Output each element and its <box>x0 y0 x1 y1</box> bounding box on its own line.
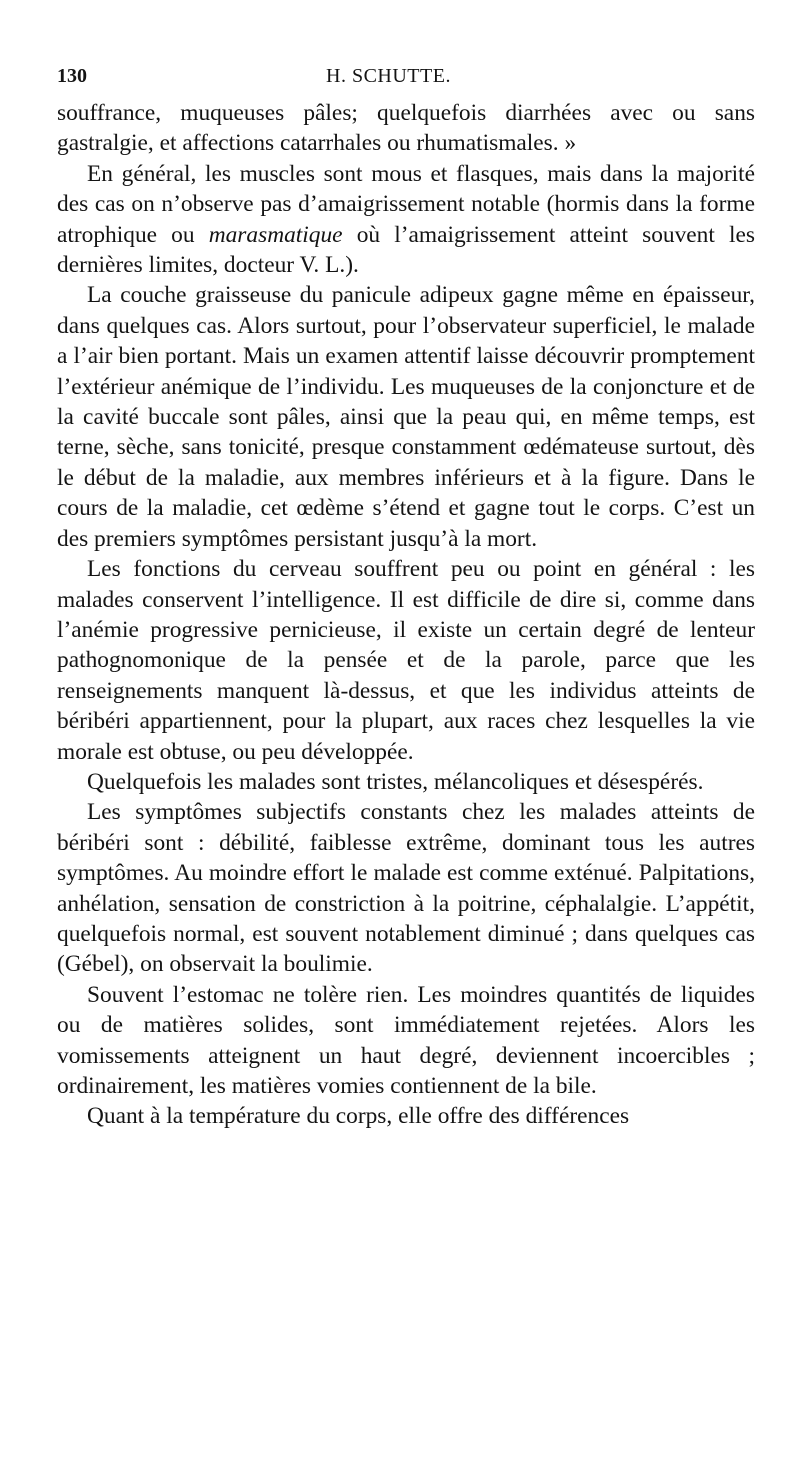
paragraph-muqueuses <box>57 98 755 159</box>
paragraph-couche-graisseuse <box>57 280 755 554</box>
paragraph-text: En général, les muscles sont mous et flasques, mais dans la majorité des cas on n’observe pas d’amaigrissement notable (hormis dans la forme atrophique ou <box>57 160 755 248</box>
italic-term: marasmatique <box>208 221 343 248</box>
paragraph-text: Quelquefois les malades sont tristes, mélancoliques et désespérés. <box>87 768 704 795</box>
paragraph-text: Souvent l’estomac ne tolère rien. Les moindres quantités de liquides ou de matières solides, sont immédiatement rejetées. Alors les vomissements atteignent un haut degré, deviennent incoercibles ; ordinairement, les matières vomies contiennent de la bile. <box>57 981 755 1099</box>
paragraph-fonctions-cerveau <box>57 554 755 767</box>
paragraph-text: Les symptômes subjectifs constants chez les malades atteints de béribéri sont : débilité, faiblesse extrême, dominant tous les autres symptômes. Au moindre effort le malade est comme exténué. Palpitations, anhélation, sensation de constriction à la poitrine, céphalalgie. L’appétit, quelquefois normal, est souvent notablement diminué ; dans quelques cas (Gébel), on observait la boulimie. <box>57 799 755 978</box>
paragraph-muscles <box>57 159 755 281</box>
paragraph-text: souffrance, muqueuses pâles; quelquefois diarrhées avec ou sans gastralgie, et affections catarrhales ou rhumatismales. » <box>57 100 755 157</box>
paragraph-text: où l’amaigrissement atteint souvent les dernières limites, docteur V. L.). <box>57 221 755 279</box>
paragraph-temperature <box>57 1101 755 1131</box>
paragraph-tristes <box>57 767 755 797</box>
page-number: 130 <box>57 65 87 87</box>
paragraph-text: La couche graisseuse du panicule adipeux gagne même en épaisseur, dans quelques cas. Alors surtout, pour l’observateur superficiel, le malade a l’air bien portant. Mais un examen attentif laisse découvrir promptement l’extérieur anémique de l’individu. Les muqueuses de la conjoncture et de la cavité buccale sont pâles, ainsi que la peau qui, en même temps, est terne, sèche, sans tonicité, presque constamment œdémateuse surtout, dès le début de la maladie, aux membres inférieurs et à la figure. Dans le cours de la maladie, cet œdème s’étend et gagne tout le corps. C’est un des premiers symptômes persistant jusqu’à la mort. <box>57 282 755 552</box>
running-title: H. SCHUTTE. <box>326 65 451 87</box>
paragraph-symptomes-subjectifs <box>57 797 755 979</box>
paragraph-text: Quant à la température du corps, elle offre des différences <box>87 1103 630 1130</box>
body-text <box>57 98 755 1132</box>
paragraph-estomac <box>57 980 755 1102</box>
paragraph-text: Les fonctions du cerveau souffrent peu ou point en général : les malades conservent l’intelligence. Il est difficile de dire si, comme dans l’anémie progressive pernicieuse, il existe un certain degré de lenteur pathognomonique de la pensée et de la parole, parce que les renseignements manquent là-dessus, et que les individus atteints de béribéri appartiennent, pour la plupart, aux races chez lesquelles la vie morale est obtuse, ou peu développée. <box>57 556 755 765</box>
running-head <box>57 56 760 96</box>
